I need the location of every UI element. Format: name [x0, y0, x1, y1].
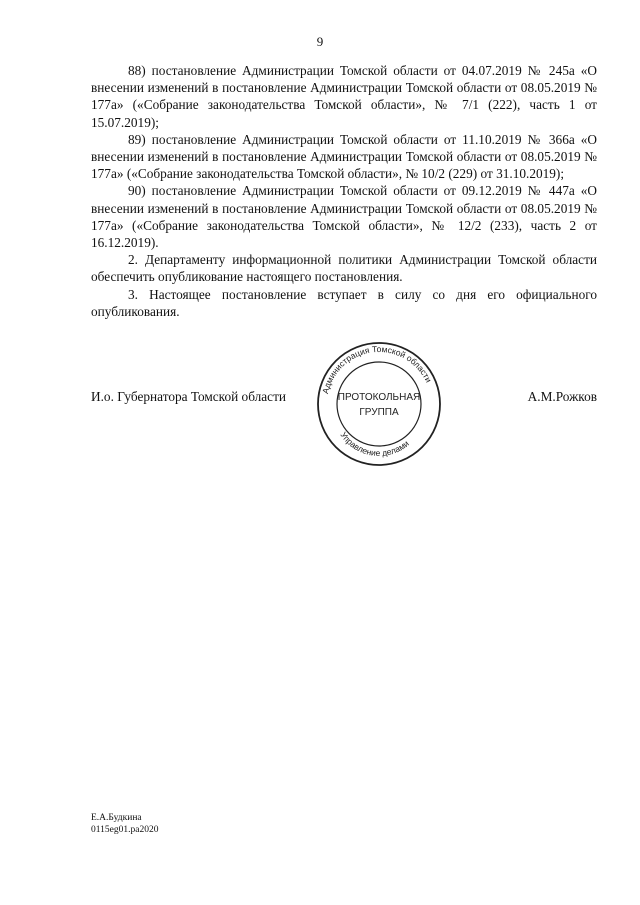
signatory-title: И.о. Губернатора Томской области [91, 389, 287, 404]
list-item-88: 88) постановление Администрации Томской области от 04.07.2019 № 245а «О внесении изменений в постановление Администрации Томской области от 08.05.2019 № 177а» («Собрание законодательства Томской области», № 7/1 (222), часть 1 от 15.07.2019); [91, 63, 597, 130]
official-seal-stamp [315, 340, 443, 468]
list-item-89: 89) постановление Администрации Томской области от 11.10.2019 № 366а «О внесении изменений в постановление Администрации Томской области от 08.05.2019 № 177а» («Собрание законодательства Томской области», № 10/2 (229) от 31.10.2019); [91, 131, 597, 182]
footer-doc-code: 0115eg01.pa2020 [91, 825, 159, 835]
signatory-name: А.М.Рожков [527, 389, 597, 404]
seal-bottom-text: Управление делами [338, 430, 411, 459]
seal-outer-ring [318, 343, 440, 465]
clause-2-publication: 2. Департаменту информационной политики Администрации Томской области обеспечить опубликование настоящего постановления. [91, 252, 597, 285]
clause-3-effective: 3. Настоящее постановление вступает в силу со дня его официального опубликования. [91, 286, 597, 319]
footer [91, 812, 158, 836]
seal-inner-ring [337, 362, 421, 446]
seal-outer-text: Администрация Томской области [320, 343, 434, 395]
seal-center-line-2: ГРУППА [359, 407, 399, 418]
page-number: 9 [316, 34, 324, 49]
document-body [91, 62, 597, 320]
seal-center-line-1: ПРОТОКОЛЬНАЯ [337, 392, 421, 403]
footer-author: Е.А.Будкина [91, 813, 142, 823]
list-item-90: 90) постановление Администрации Томской области от 09.12.2019 № 447а «О внесении изменений в постановление Администрации Томской области от 08.05.2019 № 177а» («Собрание законодательства Томской области», № 12/2 (233), часть 2 от 16.12.2019). [91, 183, 597, 251]
